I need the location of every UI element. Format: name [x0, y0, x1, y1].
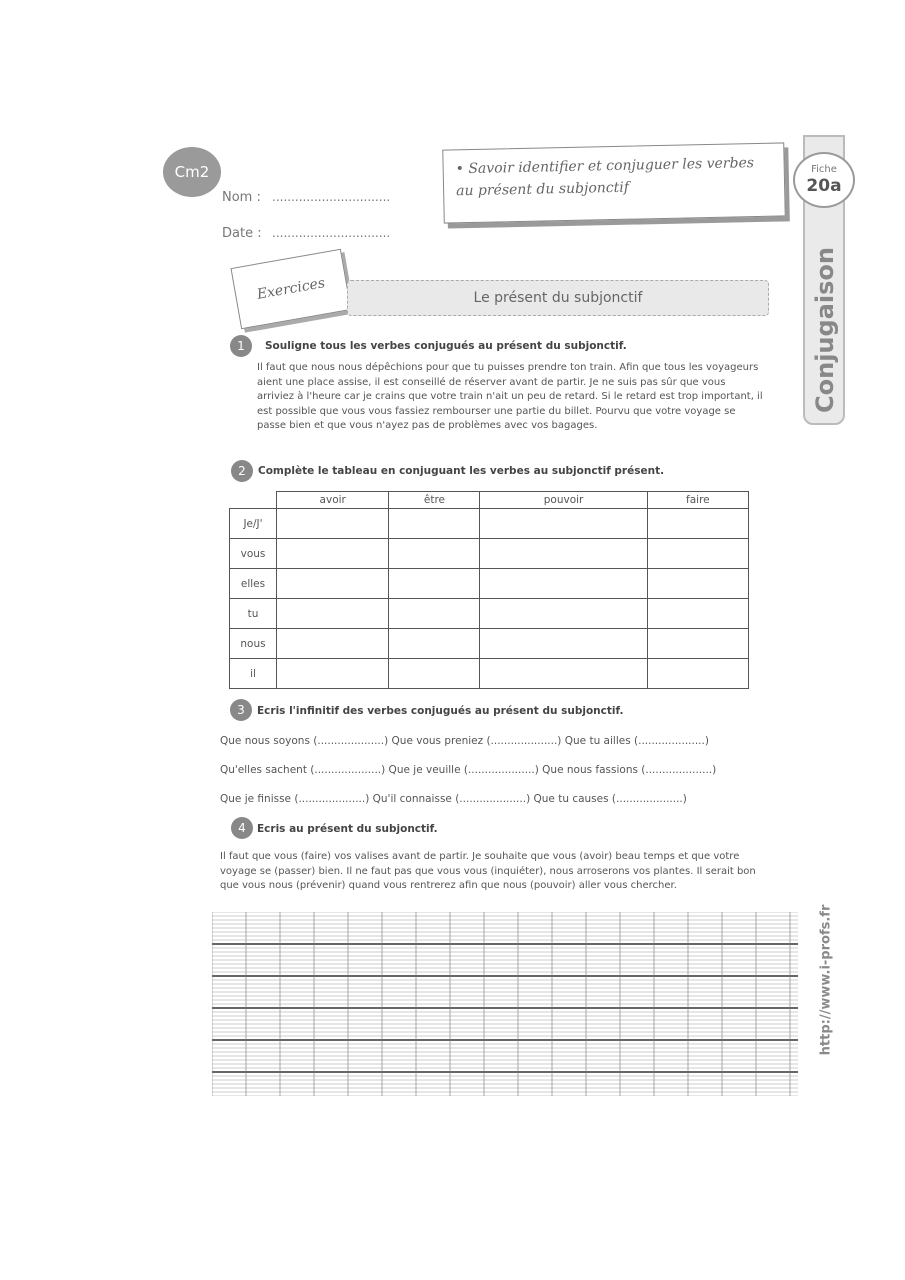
- table-row: [230, 539, 749, 569]
- answer-cell[interactable]: [647, 629, 748, 659]
- exercises-card: [230, 249, 351, 330]
- pronoun-cell: il: [230, 659, 277, 689]
- exercise-2-number: 2: [231, 460, 253, 482]
- answer-cell[interactable]: [480, 629, 647, 659]
- answer-cell[interactable]: [277, 659, 389, 689]
- table-row: [230, 509, 749, 539]
- objective-card: [442, 142, 785, 223]
- answer-cell[interactable]: [480, 659, 647, 689]
- pronoun-cell: tu: [230, 599, 277, 629]
- answer-cell[interactable]: [480, 509, 647, 539]
- table-row: [230, 659, 749, 689]
- lesson-title: Le présent du subjonctif: [473, 290, 643, 306]
- date-label: Date :: [222, 226, 262, 241]
- table-row: [230, 569, 749, 599]
- infinitive-line: Qu'elles sachent (....................) Que je veuille (....................) Que nous fassions (....................): [220, 764, 717, 776]
- pronoun-cell: elles: [230, 569, 277, 599]
- answer-cell[interactable]: [277, 629, 389, 659]
- table-row: [230, 599, 749, 629]
- infinitive-line: Que nous soyons (....................) Que vous preniez (....................) Que tu ailles (....................): [220, 735, 709, 747]
- answer-cell[interactable]: [647, 599, 748, 629]
- fiche-number: 20a: [806, 176, 842, 196]
- pronoun-cell: vous: [230, 539, 277, 569]
- answer-cell[interactable]: [389, 599, 480, 629]
- column-header: être: [389, 492, 480, 509]
- answer-cell[interactable]: [480, 539, 647, 569]
- exercise-4-text: Il faut que vous (faire) vos valises avant de partir. Je souhaite que vous (avoir) beau temps et que votre voyage se (passer) bien. Il ne faut pas que vous vous (inquiéter), nous arroserons vos plantes. Il serait bon que vous nous (prévenir) quand vous rentrerez afin que nous (pouvoir) aller vous chercher.: [220, 851, 756, 891]
- table-header-row: [230, 492, 749, 509]
- website-url: http://www.i-profs.fr: [818, 904, 834, 1056]
- name-field[interactable]: ...............................: [272, 190, 391, 204]
- answer-cell[interactable]: [389, 539, 480, 569]
- column-header: faire: [647, 492, 748, 509]
- exercise-1-number: 1: [230, 335, 252, 357]
- exercise-1-text: Il faut que nous nous dépêchions pour que tu puisses prendre ton train. Afin que tous les voyageurs aient une place assise, il est conseillé de réserver avant de partir. Je ne suis pas sûr que vous arriviez à l'heure car je crains que votre train n'ait un peu de retard. Si le retard est trop important, il est possible que vous vous fassiez rembourser une partie du billet. Pourvu que votre voyage se passe bien et que vous n'ayez pas de problèmes avec vos bagages.: [257, 362, 763, 431]
- exercise-4-number: 4: [231, 817, 253, 839]
- answer-cell[interactable]: [277, 599, 389, 629]
- infinitive-line: Que je finisse (....................) Qu'il connaisse (....................) Que tu causes (....................): [220, 793, 687, 805]
- answer-cell[interactable]: [647, 509, 748, 539]
- answer-cell[interactable]: [389, 659, 480, 689]
- subject-label: Conjugaison: [811, 247, 839, 413]
- lesson-title-banner: [347, 280, 769, 316]
- answer-cell[interactable]: [277, 509, 389, 539]
- exercises-card-label: Exercices: [255, 275, 327, 303]
- table-corner: [230, 492, 277, 509]
- exercise-2-instruction: Complète le tableau en conjuguant les verbes au subjonctif présent.: [258, 465, 665, 477]
- fiche-label: Fiche: [811, 164, 837, 175]
- answer-cell[interactable]: [277, 539, 389, 569]
- column-header: avoir: [277, 492, 389, 509]
- table-row: [230, 629, 749, 659]
- pronoun-cell: Je/J': [230, 509, 277, 539]
- answer-cell[interactable]: [389, 629, 480, 659]
- exercise-3-number: 3: [230, 699, 252, 721]
- answer-cell[interactable]: [277, 569, 389, 599]
- writing-grid[interactable]: [212, 912, 798, 1096]
- answer-cell[interactable]: [647, 569, 748, 599]
- column-header: pouvoir: [480, 492, 647, 509]
- level-label: Cm2: [174, 163, 210, 181]
- answer-cell[interactable]: [480, 569, 647, 599]
- name-label: Nom :: [222, 190, 261, 205]
- answer-cell[interactable]: [480, 599, 647, 629]
- answer-cell[interactable]: [647, 539, 748, 569]
- exercise-4-instruction: Ecris au présent du subjonctif.: [257, 823, 438, 835]
- answer-cell[interactable]: [647, 659, 748, 689]
- conjugation-table: [229, 491, 749, 689]
- objective-text: • Savoir identifier et conjuguer les verbes au présent du subjonctif: [455, 155, 755, 200]
- level-badge: [163, 147, 221, 197]
- exercise-3-instruction: Ecris l'infinitif des verbes conjugués au présent du subjonctif.: [257, 705, 624, 717]
- pronoun-cell: nous: [230, 629, 277, 659]
- answer-cell[interactable]: [389, 569, 480, 599]
- fiche-badge: [793, 152, 855, 208]
- answer-cell[interactable]: [389, 509, 480, 539]
- exercise-1-instruction: Souligne tous les verbes conjugués au présent du subjonctif.: [265, 340, 627, 352]
- date-field[interactable]: ...............................: [272, 226, 391, 240]
